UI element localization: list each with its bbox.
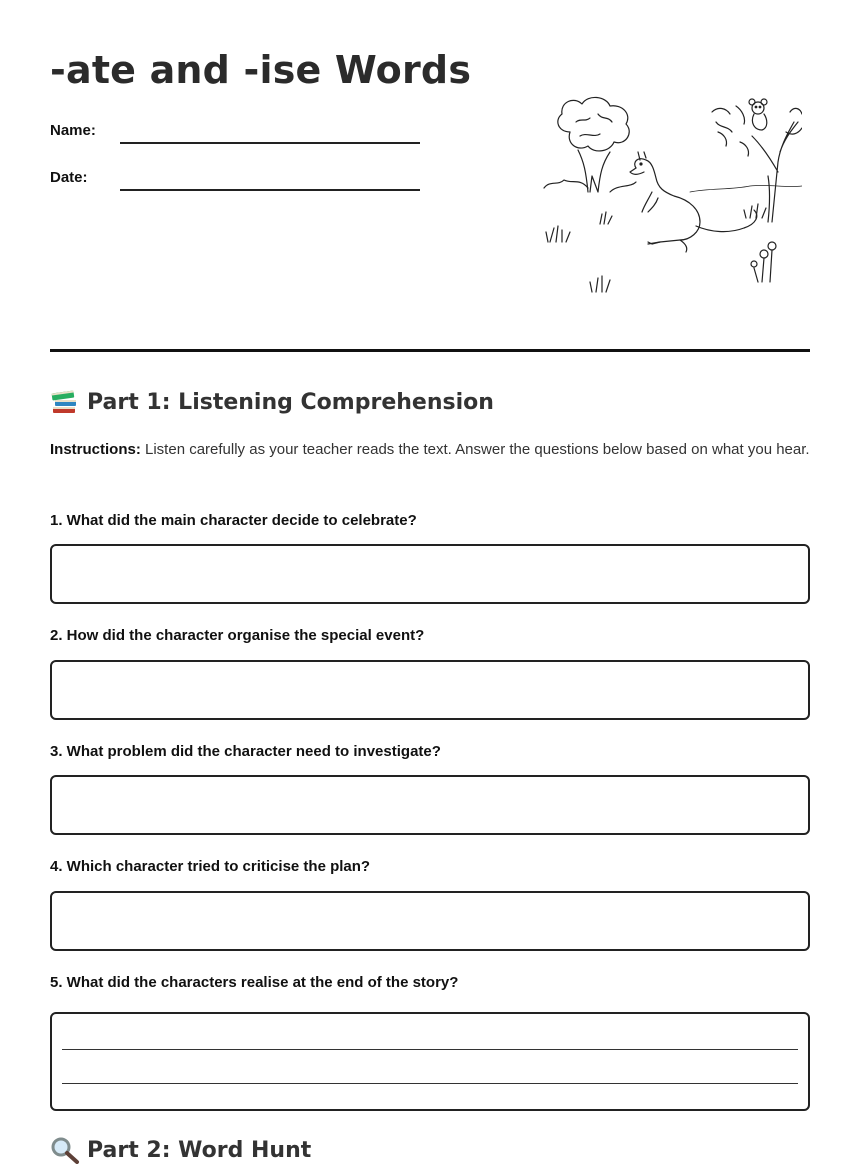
question-2: 2. How did the character organise the special event?	[50, 627, 425, 644]
name-field	[50, 122, 420, 152]
books-icon	[50, 388, 80, 416]
kangaroo-figure	[630, 152, 757, 252]
date-label: Date:	[50, 169, 88, 186]
instructions-label: Instructions:	[50, 441, 141, 458]
question-4: 4. Which character tried to criticise the plan?	[50, 858, 371, 875]
part1-heading	[50, 388, 494, 416]
answer-box-2[interactable]	[50, 660, 810, 720]
answer-box-5[interactable]	[50, 1012, 810, 1111]
instructions-text: Listen carefully as your teacher reads the text. Answer the questions below based on what you hear.	[140, 441, 810, 458]
grass-tufts	[546, 204, 766, 292]
question-3: 3. What problem did the character need to investigate?	[50, 743, 441, 760]
part2-heading	[50, 1136, 311, 1164]
instructions	[50, 437, 812, 463]
answer-box-3[interactable]	[50, 775, 810, 835]
part1-heading-text: Part 1: Listening Comprehension	[87, 389, 494, 415]
wildflowers	[751, 242, 776, 282]
answer-line	[62, 1083, 798, 1084]
header-divider	[50, 349, 810, 352]
name-label: Name:	[50, 122, 96, 139]
worksheet-title: -ate and -ise Words	[50, 48, 472, 92]
gum-tree-left	[544, 97, 636, 192]
kangaroo-koala-illustration	[540, 92, 802, 296]
gum-tree-right	[712, 106, 802, 222]
part2-heading-text: Part 2: Word Hunt	[87, 1137, 312, 1163]
name-write-line[interactable]	[120, 142, 420, 144]
answer-box-1[interactable]	[50, 544, 810, 604]
koala-figure	[749, 99, 767, 130]
magnifying-glass-icon	[50, 1136, 80, 1164]
question-1: 1. What did the main character decide to celebrate?	[50, 512, 417, 529]
answer-line	[62, 1049, 798, 1050]
date-write-line[interactable]	[120, 189, 420, 191]
question-5: 5. What did the characters realise at the end of the story?	[50, 974, 459, 991]
answer-box-4[interactable]	[50, 891, 810, 951]
date-field	[50, 169, 420, 199]
